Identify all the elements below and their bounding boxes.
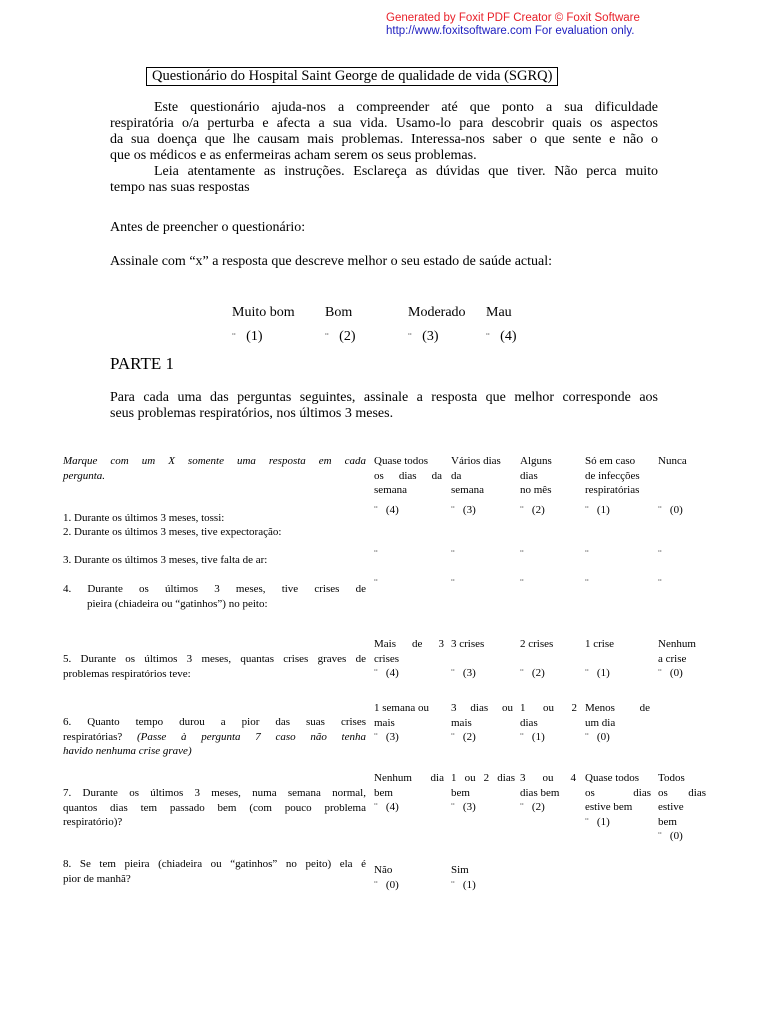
- answer-checkbox[interactable]: [585, 666, 610, 681]
- answer-option[interactable]: [585, 701, 650, 745]
- answer-option[interactable]: [451, 637, 513, 666]
- checkbox-icon: ¨: [451, 731, 455, 743]
- answer-checkbox[interactable]: [451, 666, 476, 681]
- option-label: bem: [374, 786, 393, 799]
- table-instruction-line2: pergunta.: [63, 469, 106, 482]
- checkbox-icon: ¨: [658, 830, 662, 842]
- answer-option[interactable]: [374, 701, 444, 745]
- freq-header-line: respiratórias: [585, 484, 640, 496]
- option-label: dias: [520, 716, 538, 729]
- checkbox-icon: ¨: [451, 878, 455, 891]
- health-option-label: Mau: [486, 305, 512, 320]
- answer-option[interactable]: [374, 771, 444, 815]
- freq-header-line: da: [451, 469, 462, 482]
- checkbox-icon: ¨: [374, 667, 378, 679]
- option-label: os dias: [658, 786, 706, 799]
- checkbox-icon: ¨: [486, 331, 490, 343]
- freq-header: [451, 454, 517, 498]
- answer-option[interactable]: 2 crises: [520, 638, 554, 650]
- checkbox-icon: ¨: [520, 504, 524, 516]
- intro-p1-line3: da sua doença que lhe causam mais problemas. Interessa-nos saber o que sente e não o: [110, 132, 658, 147]
- freq-header: [658, 454, 718, 469]
- answer-option[interactable]: [520, 771, 576, 815]
- answer-option[interactable]: [374, 637, 444, 681]
- answer-checkbox[interactable]: ¨: [658, 577, 662, 589]
- option-label: Nenhum dia: [374, 772, 444, 784]
- option-label: Todos: [658, 772, 685, 784]
- freq-header-line: no mês: [520, 484, 552, 496]
- option-code: (0): [669, 830, 683, 842]
- question-7-line2: quantos dias tem passado bem (com pouco problema: [63, 801, 366, 814]
- option-code: (1): [531, 731, 545, 743]
- question-8-line1: 8. Se tem pieira (chiadeira ou “gatinhos” no peito) ela é: [63, 858, 366, 870]
- part-instruction-line1: Para cada uma das perguntas seguintes, assinale a resposta que melhor corresponde aos: [110, 390, 658, 405]
- option-code: (4): [500, 329, 517, 344]
- answer-checkbox[interactable]: ¨: [520, 548, 524, 560]
- health-instruction: Assinale com “x” a resposta que descreve melhor o seu estado de saúde actual:: [110, 254, 552, 269]
- option-label: um dia: [585, 716, 616, 729]
- option-code: (1): [246, 329, 263, 344]
- freq-header-line: de infecções: [585, 469, 640, 482]
- option-code: (1): [596, 504, 610, 516]
- question-6-line2a: respiratórias?: [63, 730, 123, 743]
- checkbox-icon: ¨: [520, 801, 524, 813]
- answer-checkbox[interactable]: [520, 666, 545, 681]
- option-label: Nenhum: [658, 638, 696, 650]
- intro-p2-line2: tempo nas suas respostas: [110, 180, 250, 195]
- freq-header-line: semana: [451, 484, 484, 496]
- intro-p1-line2: respiratória o/a perturba e afecta a sua vida. Usamo-lo para descobrir quais os aspectos: [110, 116, 658, 131]
- checkbox-icon: ¨: [520, 667, 524, 679]
- answer-option[interactable]: [585, 771, 651, 829]
- checkbox-icon: ¨: [520, 731, 524, 743]
- health-option-checkbox[interactable]: [408, 329, 439, 345]
- answer-option[interactable]: 1 crise: [585, 638, 615, 650]
- checkbox-icon: ¨: [451, 801, 455, 813]
- question-6-line1: 6. Quanto tempo durou a pior das suas crises: [63, 716, 366, 728]
- checkbox-icon: ¨: [325, 331, 329, 343]
- option-code: (0): [596, 731, 610, 743]
- question-7: [63, 786, 366, 830]
- answer-checkbox[interactable]: [520, 503, 545, 518]
- option-label: 3 ou 4: [520, 772, 576, 784]
- option-code: (2): [339, 329, 356, 344]
- option-code: (0): [669, 504, 683, 516]
- freq-header: [585, 454, 655, 498]
- option-label: crises: [374, 652, 400, 665]
- option-label: 1 ou 2 dias: [451, 772, 515, 784]
- health-option-label: Muito bom: [232, 305, 295, 320]
- freq-header-line: dias: [520, 469, 538, 482]
- option-label: 1 semana ou: [374, 702, 429, 714]
- freq-header-line: semana: [374, 484, 407, 496]
- answer-checkbox[interactable]: ¨: [451, 548, 455, 560]
- answer-checkbox[interactable]: ¨: [520, 577, 524, 589]
- answer-checkbox[interactable]: [451, 503, 476, 518]
- option-label: bem: [451, 786, 470, 799]
- question-8: [63, 857, 366, 886]
- question-6: [63, 715, 366, 759]
- health-option-checkbox[interactable]: [232, 329, 263, 345]
- watermark: [386, 12, 640, 38]
- answer-option[interactable]: [451, 701, 513, 745]
- intro-p2-line1: Leia atentamente as instruções. Esclareça as dúvidas que tiver. Não perca muito: [154, 164, 658, 179]
- option-label: dias bem: [520, 786, 560, 799]
- option-label: 3 dias ou: [451, 702, 513, 714]
- checkbox-icon: ¨: [374, 504, 378, 516]
- question-3: 3. Durante os últimos 3 meses, tive falta de ar:: [63, 554, 268, 566]
- checkbox-icon: ¨: [451, 504, 455, 516]
- checkbox-icon: ¨: [451, 667, 455, 679]
- option-label: Sim: [451, 864, 469, 876]
- option-code: (3): [462, 504, 476, 516]
- answer-option[interactable]: [658, 771, 706, 844]
- answer-checkbox[interactable]: [374, 503, 399, 518]
- question-2: 2. Durante os últimos 3 meses, tive expectoração:: [63, 526, 282, 538]
- watermark-line2: http://www.foxitsoftware.com For evaluation only.: [386, 25, 635, 37]
- answer-checkbox[interactable]: ¨: [658, 548, 662, 560]
- answer-checkbox[interactable]: ¨: [451, 577, 455, 589]
- part-instruction-line2: seus problemas respiratórios, nos últimos 3 meses.: [110, 406, 394, 421]
- question-8-line2: pior de manhã?: [63, 872, 131, 885]
- option-code: (0): [669, 667, 683, 679]
- checkbox-icon: ¨: [374, 801, 378, 813]
- freq-header: [520, 454, 580, 498]
- option-label: Menos de: [585, 702, 650, 714]
- before-fill-heading: Antes de preencher o questionário:: [110, 220, 306, 235]
- part-instruction: [110, 390, 658, 422]
- answer-checkbox[interactable]: [658, 503, 683, 518]
- option-label: Quase todos: [585, 772, 640, 784]
- question-4-line2: pieira (chiadeira ou “gatinhos”) no peito:: [87, 597, 268, 610]
- checkbox-icon: ¨: [232, 331, 236, 343]
- table-instruction: [63, 454, 366, 483]
- answer-checkbox[interactable]: ¨: [585, 577, 589, 589]
- question-5-line1: 5. Durante os últimos 3 meses, quantas crises graves de: [63, 653, 366, 665]
- option-label: estive: [658, 801, 684, 813]
- answer-checkbox[interactable]: ¨: [374, 548, 378, 560]
- option-code: (2): [531, 801, 545, 813]
- answer-checkbox[interactable]: ¨: [374, 577, 378, 589]
- watermark-line1: Generated by Foxit PDF Creator © Foxit Software: [386, 12, 640, 24]
- answer-option[interactable]: [451, 863, 476, 892]
- option-label: mais: [451, 716, 472, 729]
- checkbox-icon: ¨: [585, 815, 589, 828]
- option-code: (2): [531, 667, 545, 679]
- question-7-line3: respiratório)?: [63, 816, 123, 828]
- freq-header-line: Nunca: [658, 455, 687, 467]
- option-code: (3): [462, 801, 476, 813]
- freq-header-line: Quase todos: [374, 455, 429, 467]
- checkbox-icon: ¨: [585, 504, 589, 516]
- answer-option[interactable]: [520, 701, 577, 745]
- option-code: (4): [385, 504, 399, 516]
- freq-header-line: os dias da: [374, 469, 442, 482]
- freq-header-line: Alguns: [520, 455, 552, 467]
- question-4-line1: 4. Durante os últimos 3 meses, tive crises de: [63, 583, 366, 595]
- option-code: (1): [462, 878, 476, 891]
- option-label: bem: [658, 815, 677, 828]
- answer-option[interactable]: [374, 863, 399, 892]
- freq-header-line: Vários dias: [451, 455, 501, 467]
- option-code: (4): [385, 801, 399, 813]
- freq-header: [374, 454, 442, 498]
- answer-checkbox[interactable]: [585, 503, 610, 518]
- option-label: os dias: [585, 786, 651, 799]
- option-code: (1): [596, 815, 610, 828]
- checkbox-icon: ¨: [585, 731, 589, 743]
- health-option-label: Bom: [325, 305, 353, 320]
- checkbox-icon: ¨: [585, 667, 589, 679]
- checkbox-icon: ¨: [374, 731, 378, 743]
- table-instruction-line1: Marque com um X somente uma resposta em cada: [63, 455, 366, 467]
- answer-option[interactable]: [658, 637, 718, 681]
- option-label: Não: [374, 864, 393, 876]
- question-6-line3: havido nenhuma crise grave): [63, 745, 192, 757]
- option-label: a crise: [658, 652, 687, 665]
- option-code: (3): [385, 731, 399, 743]
- option-label: mais: [374, 716, 395, 729]
- question-1: 1. Durante os últimos 3 meses, tossi:: [63, 512, 225, 524]
- answer-checkbox[interactable]: ¨: [585, 548, 589, 560]
- question-6-line2b: (Passe à pergunta 7 caso não tenha: [136, 730, 366, 743]
- option-label: estive bem: [585, 801, 633, 813]
- option-code: (2): [531, 504, 545, 516]
- checkbox-icon: ¨: [408, 331, 412, 343]
- question-4: [63, 582, 366, 611]
- option-code: (2): [462, 731, 476, 743]
- checkbox-icon: ¨: [374, 878, 378, 891]
- option-code: (3): [422, 329, 439, 344]
- option-code: (4): [385, 667, 399, 679]
- health-option-checkbox[interactable]: [486, 329, 517, 345]
- health-option-label: Moderado: [408, 305, 466, 320]
- part-title: PARTE 1: [110, 354, 175, 373]
- question-7-line1: 7. Durante os últimos 3 meses, numa semana normal,: [63, 787, 366, 799]
- option-code: (0): [385, 878, 399, 891]
- document-title: Questionário do Hospital Saint George de qualidade de vida (SGRQ): [146, 67, 558, 86]
- question-5: [63, 652, 366, 681]
- option-label: 3 crises: [451, 638, 485, 650]
- freq-header-line: Só em caso: [585, 455, 636, 467]
- health-option-checkbox[interactable]: [325, 329, 356, 345]
- option-label: Mais de 3: [374, 638, 444, 650]
- option-code: (3): [462, 667, 476, 679]
- question-5-line2: problemas respiratórios teve:: [63, 667, 191, 680]
- option-label: 1 ou 2: [520, 702, 577, 714]
- intro-paragraph-1: [110, 100, 658, 196]
- checkbox-icon: ¨: [658, 667, 662, 679]
- checkbox-icon: ¨: [658, 504, 662, 516]
- intro-p1-line1: Este questionário ajuda-nos a compreender até que ponto a sua dificuldade: [154, 100, 658, 115]
- option-code: (1): [596, 667, 610, 679]
- answer-option[interactable]: [451, 771, 515, 815]
- intro-p1-line4: que os médicos e as enfermeiras acham serem os seus problemas.: [110, 148, 477, 163]
